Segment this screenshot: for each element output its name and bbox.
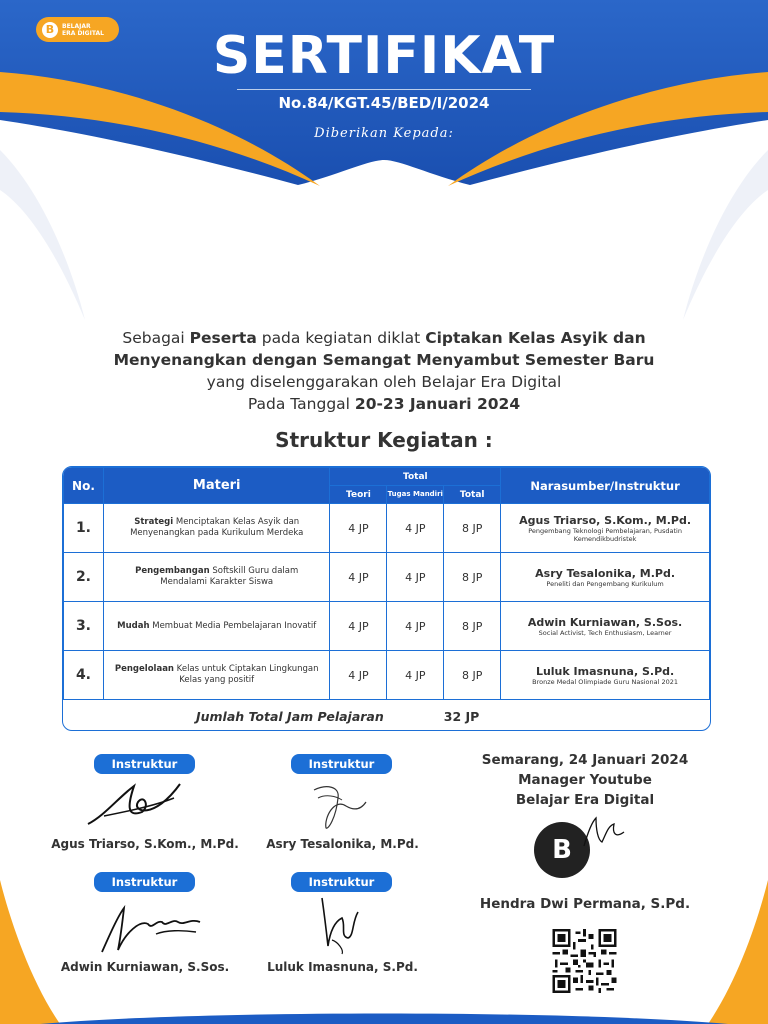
signature-luluk [312,892,366,956]
total-row [64,700,710,732]
brand-logo: B BELAJAR ERA DIGITAL [36,17,119,42]
signature-name: Luluk Imasnuna, S.Pd. [267,960,418,974]
total-label: Jumlah Total Jam Pelajaran [64,700,444,732]
given-to-label: Diberikan Kepada: [314,126,454,141]
manager-name: Hendra Dwi Permana, S.Pd. [479,896,691,912]
table-row: 2. Pengembangan Softskill Guru dalam Mendalami Karakter Siswa 4 JP 4 JP 8 JP Asry Tesalonika, M.Pd. Peneliti dan Pengembang Kurikulum [64,553,710,602]
header-narasumber: Narasumber/Instruktur [501,468,710,504]
signature-adwin [96,900,206,960]
signature-hendra [580,812,630,852]
instruktur-badge: Instruktur [94,872,195,892]
instruktur-badge: Instruktur [94,754,195,774]
header-teori: Teori [330,486,387,504]
activity-table [62,466,711,731]
instruktur-badge: Instruktur [291,754,392,774]
brand-logo-icon: B [42,22,58,38]
signature-name: Adwin Kurniawan, S.Sos. [60,960,230,974]
instruktur-badge: Instruktur [291,872,392,892]
table-row: 3. Mudah Membuat Media Pembelajaran Inovatif 4 JP 4 JP 8 JP Adwin Kurniawan, S.Sos. Social Activist, Tech Enthusiasm, Learner [64,602,710,651]
certificate-number: No.84/KGT.45/BED/I/2024 [278,94,490,112]
signature-asry [306,778,370,838]
signature-name: Agus Triarso, S.Kom., M.Pd. [51,837,239,851]
total-value: 32 JP [444,700,710,732]
header-total: Total [330,468,501,486]
header-total-sub: Total [444,486,501,504]
organization-stamp: B [534,822,590,878]
signature-name: Asry Tesalonika, M.Pd. [266,837,419,851]
intro-paragraph: Sebagai Peserta pada kegiatan diklat Ciptakan Kelas Asyik dan Menyenangkan dengan Semangat Menyambut Semester Baru yang diselenggarakan oleh Belajar Era Digital Pada Tanggal 20-23 Januari 2024 [113,329,655,413]
title-divider [237,89,531,90]
certificate-title: SERTIFIKAT [212,26,556,86]
qr-code [552,929,617,993]
header-tugas: Tugas Mandiri [387,486,444,504]
manager-block: Semarang, 24 Januari 2024 Manager Youtube Belajar Era Digital [481,752,689,808]
header-no: No. [64,468,104,504]
table-row: 4. Pengelolaan Kelas untuk Ciptakan Lingkungan Kelas yang positif 4 JP 4 JP 8 JP Luluk Imasnuna, S.Pd. Bronze Medal Olimpiade Guru Nasional 2021 [64,651,710,700]
signature-agus [84,776,184,834]
section-title: Struktur Kegiatan : [275,428,493,452]
table-row: 1. Strategi Menciptakan Kelas Asyik dan Menyenangkan pada Kurikulum Merdeka 4 JP 4 JP 8 JP Agus Triarso, S.Kom., M.Pd. Pengembang Teknologi Pembelajaran, Pusdatin Kemendikbudristek [64,504,710,553]
header-materi: Materi [103,468,330,504]
